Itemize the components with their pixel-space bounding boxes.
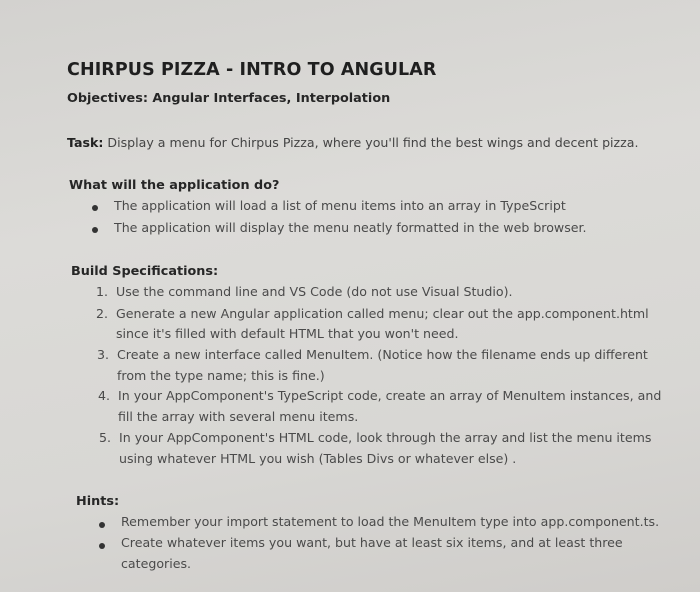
build-item-3-line-1: Create a new interface called MenuItem. (Notice how the filename ends up different <box>117 347 648 362</box>
bullet-icon <box>99 543 105 549</box>
build-item-1-line-1: Use the command line and VS Code (do not use Visual Studio). <box>116 284 513 299</box>
list-number: 4. <box>97 388 110 403</box>
bullet-icon <box>92 205 98 211</box>
hint-item-2-line-2: categories. <box>121 556 192 571</box>
build-item-5-line-2: using whatever HTML you wish (Tables Divs or whatever else) . <box>119 451 517 466</box>
build-item-2-line-1: Generate a new Angular application called menu; clear out the app.component.html <box>116 306 649 321</box>
list-number: 3. <box>96 347 109 362</box>
task-label: Task: <box>67 135 104 150</box>
build-item-5-line-1: In your AppComponent's HTML code, look through the array and list the menu items <box>119 430 652 445</box>
build-item-4-line-1: In your AppComponent's TypeScript code, create an array of MenuItem instances, and <box>118 388 662 403</box>
hints-heading: Hints: <box>76 494 120 509</box>
what-item-2: The application will display the menu neatly formatted in the web browser. <box>114 220 587 235</box>
list-number: 2. <box>95 306 108 321</box>
task-text: Display a menu for Chirpus Pizza, where you'll find the best wings and decent pizza. <box>103 135 639 150</box>
build-heading: Build Specifications: <box>71 264 219 279</box>
build-item-3-line-2: from the type name; this is fine.) <box>117 368 325 383</box>
bullet-icon <box>92 227 98 233</box>
objectives-line: Objectives: Angular Interfaces, Interpolation <box>67 91 391 106</box>
hint-item-1-line-1: Remember your import statement to load the MenuItem type into app.component.ts. <box>121 514 660 529</box>
hint-item-2-line-1: Create whatever items you want, but have at least six items, and at least three <box>121 535 623 550</box>
list-number: 1. <box>95 284 108 299</box>
build-item-4-line-2: fill the array with several menu items. <box>118 409 359 424</box>
page-title: CHIRPUS PIZZA - INTRO TO ANGULAR <box>67 60 437 80</box>
build-item-2-line-2: since it's filled with default HTML that you won't need. <box>116 326 459 341</box>
bullet-icon <box>99 522 105 528</box>
what-item-1: The application will load a list of menu items into an array in TypeScript <box>114 198 566 213</box>
list-number: 5. <box>98 430 111 445</box>
task-line <box>67 135 639 150</box>
what-heading: What will the application do? <box>69 178 280 193</box>
